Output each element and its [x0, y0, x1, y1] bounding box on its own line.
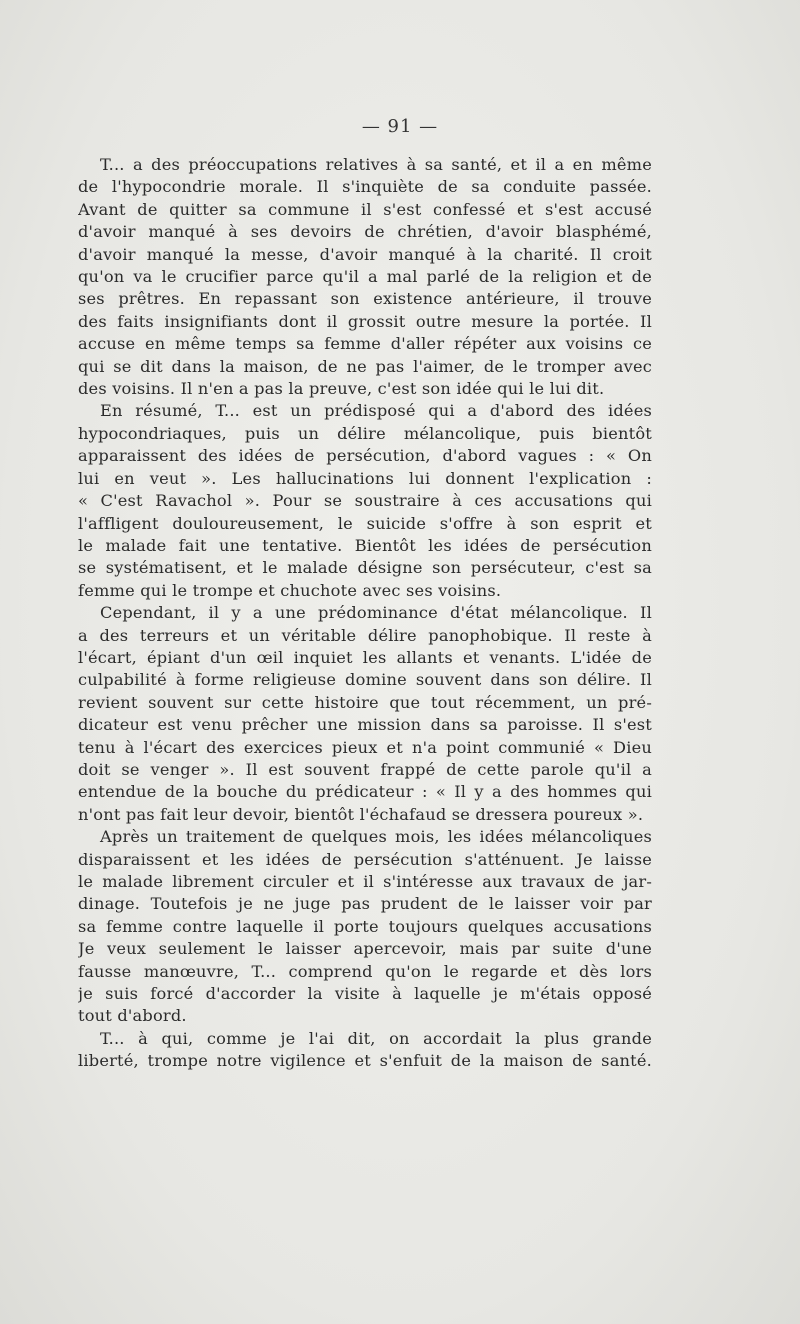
text-line: se systématisent, et le malade désigne son persécuteur, c'est sa	[78, 558, 652, 578]
text-line: disparaissent et les idées de persécution s'atténuent. Je laisse	[78, 849, 652, 869]
text-line: des voisins. Il n'en a pas la preuve, c'est son idée qui le lui dit.	[78, 379, 605, 399]
text-line: je suis forcé d'accorder la visite à laquelle je m'étais opposé	[78, 984, 652, 1004]
text-line: entendue de la bouche du prédicateur : « Il y a des hommes qui	[78, 782, 652, 802]
text-line: d'avoir manqué la messe, d'avoir manqué à la charité. Il croit	[78, 244, 652, 264]
text-line: le malade librement circuler et il s'intéresse aux travaux de jar-	[78, 872, 652, 891]
text-line: dicateur est venu prêcher une mission dans sa paroisse. Il s'est	[78, 715, 652, 735]
text-line: revient souvent sur cette histoire que tout récemment, un pré-	[78, 692, 652, 712]
text-line: accuse en même temps sa femme d'aller répéter aux voisins ce	[78, 334, 652, 354]
paragraph	[78, 826, 652, 1028]
text-line: de l'hypocondrie morale. Il s'inquiète de sa conduite passée.	[78, 177, 652, 197]
text-line: lui en veut ». Les hallucinations lui donnent l'explication :	[78, 468, 652, 488]
text-line: dinage. Toutefois je ne juge pas prudent de le laisser voir par	[78, 894, 652, 914]
text-line: le malade fait une tentative. Bientôt les idées de persécution	[78, 535, 652, 555]
text-line: liberté, trompe notre vigilence et s'enfuit de la maison de santé.	[78, 1051, 652, 1071]
text-line: Avant de quitter sa commune il s'est confessé et s'est accusé	[78, 199, 652, 219]
text-line: tout d'abord.	[78, 1006, 187, 1026]
text-line: des faits insignifiants dont il grossit outre mesure la portée. Il	[78, 311, 652, 331]
text-line: Après un traitement de quelques mois, les idées mélancoliques	[100, 827, 652, 847]
paragraph	[78, 154, 652, 400]
text-line: hypocondriaques, puis un délire mélancolique, puis bientôt	[78, 423, 652, 443]
text-line: Je veux seulement le laisser apercevoir, mais par suite d'une	[78, 939, 652, 959]
paragraph	[78, 400, 652, 602]
text-line: l'affligent douloureusement, le suicide s'offre à son esprit et	[78, 513, 652, 533]
text-line: T... a des préoccupations relatives à sa santé, et il a en même	[100, 155, 652, 174]
text-line: qui se dit dans la maison, de ne pas l'aimer, de le tromper avec	[78, 356, 652, 376]
text-line: T... à qui, comme je l'ai dit, on accordait la plus grande	[100, 1028, 652, 1048]
text-line: apparaissent des idées de persécution, d'abord vagues : « On	[78, 446, 652, 466]
text-line: En résumé, T... est un prédisposé qui a d'abord des idées	[100, 401, 652, 421]
text-line: a des terreurs et un véritable délire panophobique. Il reste à	[78, 625, 652, 645]
text-line: « C'est Ravachol ». Pour se soustraire à ces accusations qui	[78, 491, 652, 511]
paragraph	[78, 602, 652, 826]
text-line: Cependant, il y a une prédominance d'état mélancolique. Il	[100, 603, 652, 623]
text-line: l'écart, épiant d'un œil inquiet les allants et venants. L'idée de	[78, 647, 652, 667]
page-number: — 91 —	[361, 116, 439, 137]
text-line: femme qui le trompe et chuchote avec ses voisins.	[78, 580, 502, 600]
text-line: qu'on va le crucifier parce qu'il a mal parlé de la religion et de	[78, 267, 652, 287]
text-line: sa femme contre laquelle il porte toujours quelques accusations	[78, 916, 652, 936]
text-line: ses prêtres. En repassant son existence antérieure, il trouve	[78, 289, 652, 309]
text-line: fausse manœuvre, T... comprend qu'on le regarde et dès lors	[78, 961, 652, 981]
paragraph	[78, 1028, 652, 1073]
text-line: d'avoir manqué à ses devoirs de chrétien, d'avoir blasphémé,	[78, 222, 652, 242]
body-text	[78, 154, 652, 1073]
text-line: tenu à l'écart des exercices pieux et n'a point communié « Dieu	[78, 737, 652, 757]
text-line: culpabilité à forme religieuse domine souvent dans son délire. Il	[78, 670, 652, 690]
text-line: doit se venger ». Il est souvent frappé de cette parole qu'il a	[78, 759, 652, 779]
text-line: n'ont pas fait leur devoir, bientôt l'échafaud se dressera poureux ».	[78, 804, 644, 824]
